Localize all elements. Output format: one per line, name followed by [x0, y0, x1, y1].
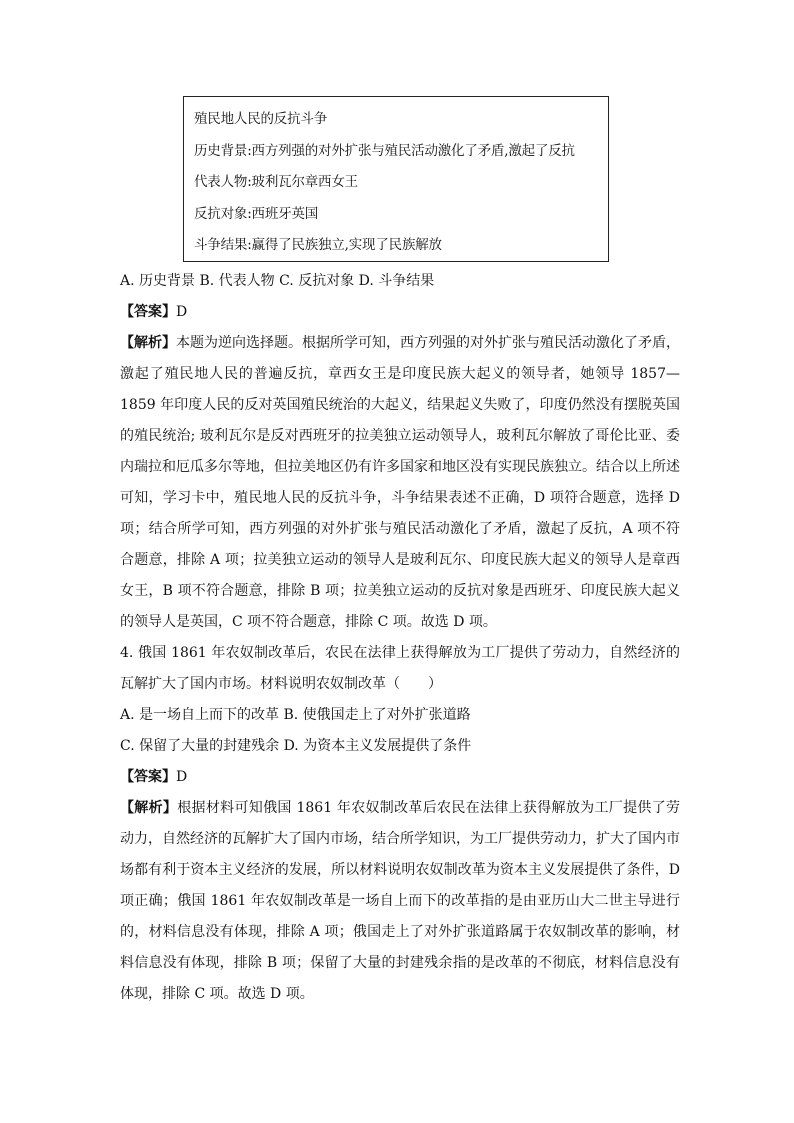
study-card-box: [183, 96, 609, 262]
q3-analysis-tag: 【解析】: [120, 335, 176, 351]
q4-analysis-tag: 【解析】: [120, 800, 178, 816]
q3-answer: [120, 297, 680, 328]
q4-options-ab: A. 是一场自上而下的改革 B. 使俄国走上了对外扩张道路: [120, 707, 471, 723]
q4-stem: 4. 俄国 1861 年农奴制改革后，农民在法律上获得解放为工厂提供了劳动力，自然经济的瓦解扩大了国内市场。材料说明农奴制改革（ ）: [120, 645, 680, 692]
q3-answer-value: D: [176, 304, 188, 320]
card-title: 殖民地人民的反抗斗争: [194, 111, 327, 127]
q4-answer-tag: 【答案】: [120, 769, 176, 785]
q3-analysis-text: 本题为逆向选择题。根据所学可知，西方列强的对外扩张与殖民活动激化了矛盾，激起了殖民地人民的普遍反抗，章西女王是印度民族大起义的领导者，她领导 1857—1859 年印度人民的反对英国殖民统治的大起义，结果起义失败了，印度仍然没有摆脱英国的殖民统治; 玻利瓦尔是反对西班牙的拉美独立运动领导人，玻利瓦尔解放了哥伦比亚、委内瑞拉和厄瓜多尔等地，但拉美地区仍有许多国家和地区没有实现民族独立。结合以上所述可知，学习卡中，殖民地人民的反抗斗争，斗争结果表述不正确，D 项符合题意，选择 D 项；结合所学可知，西方列强的对外扩张与殖民活动激化了矛盾，激起了反抗，A 项不符合题意，排除 A 项；拉美独立运动的领导人是玻利瓦尔、印度民族大起义的领导人是章西女王，B 项不符合题意，排除 B 项；拉美独立运动的反抗对象是西班牙、印度民族大起义的领导人是英国，C 项不符合题意，排除 C 项。故选 D 项。: [120, 335, 680, 630]
q3-analysis: [120, 328, 680, 638]
q4-options-cd: C. 保留了大量的封建残余 D. 为资本主义发展提供了条件: [120, 738, 472, 754]
q3-answer-tag: 【答案】: [120, 304, 176, 320]
q4-answer-value: D: [176, 769, 188, 785]
card-background: 历史背景:西方列强的对外扩张与殖民活动激化了矛盾,激起了反抗: [194, 142, 575, 159]
q4-answer: [120, 762, 680, 793]
card-result: 斗争结果:赢得了民族独立,实现了民族解放: [194, 237, 442, 253]
q3-options: A. 历史背景 B. 代表人物 C. 反抗对象 D. 斗争结果: [120, 273, 435, 289]
q4-analysis-text: 根据材料可知俄国 1861 年农奴制改革后农民在法律上获得解放为工厂提供了劳动力，自然经济的瓦解扩大了国内市场，结合所学知识，为工厂提供劳动力，扩大了国内市场都有利于资本主义经济的发展，所以材料说明农奴制改革为资本主义发展提供了条件，D 项正确；俄国 1861 年农奴制改革是一场自上而下的改革指的是由亚历山大二世主导进行的，材料信息没有体现，排除 A 项；俄国走上了对外扩张道路属于农奴制改革的影响，材料信息没有体现，排除 B 项；保留了大量的封建残余指的是改革的不彻底，材料信息没有体现，排除 C 项。故选 D 项。: [120, 800, 681, 1002]
card-target: 反抗对象:西班牙英国: [194, 205, 319, 222]
document-content: [120, 266, 680, 1010]
card-figures: 代表人物:玻利瓦尔章西女王: [194, 174, 358, 190]
q4-analysis: [120, 793, 680, 1010]
